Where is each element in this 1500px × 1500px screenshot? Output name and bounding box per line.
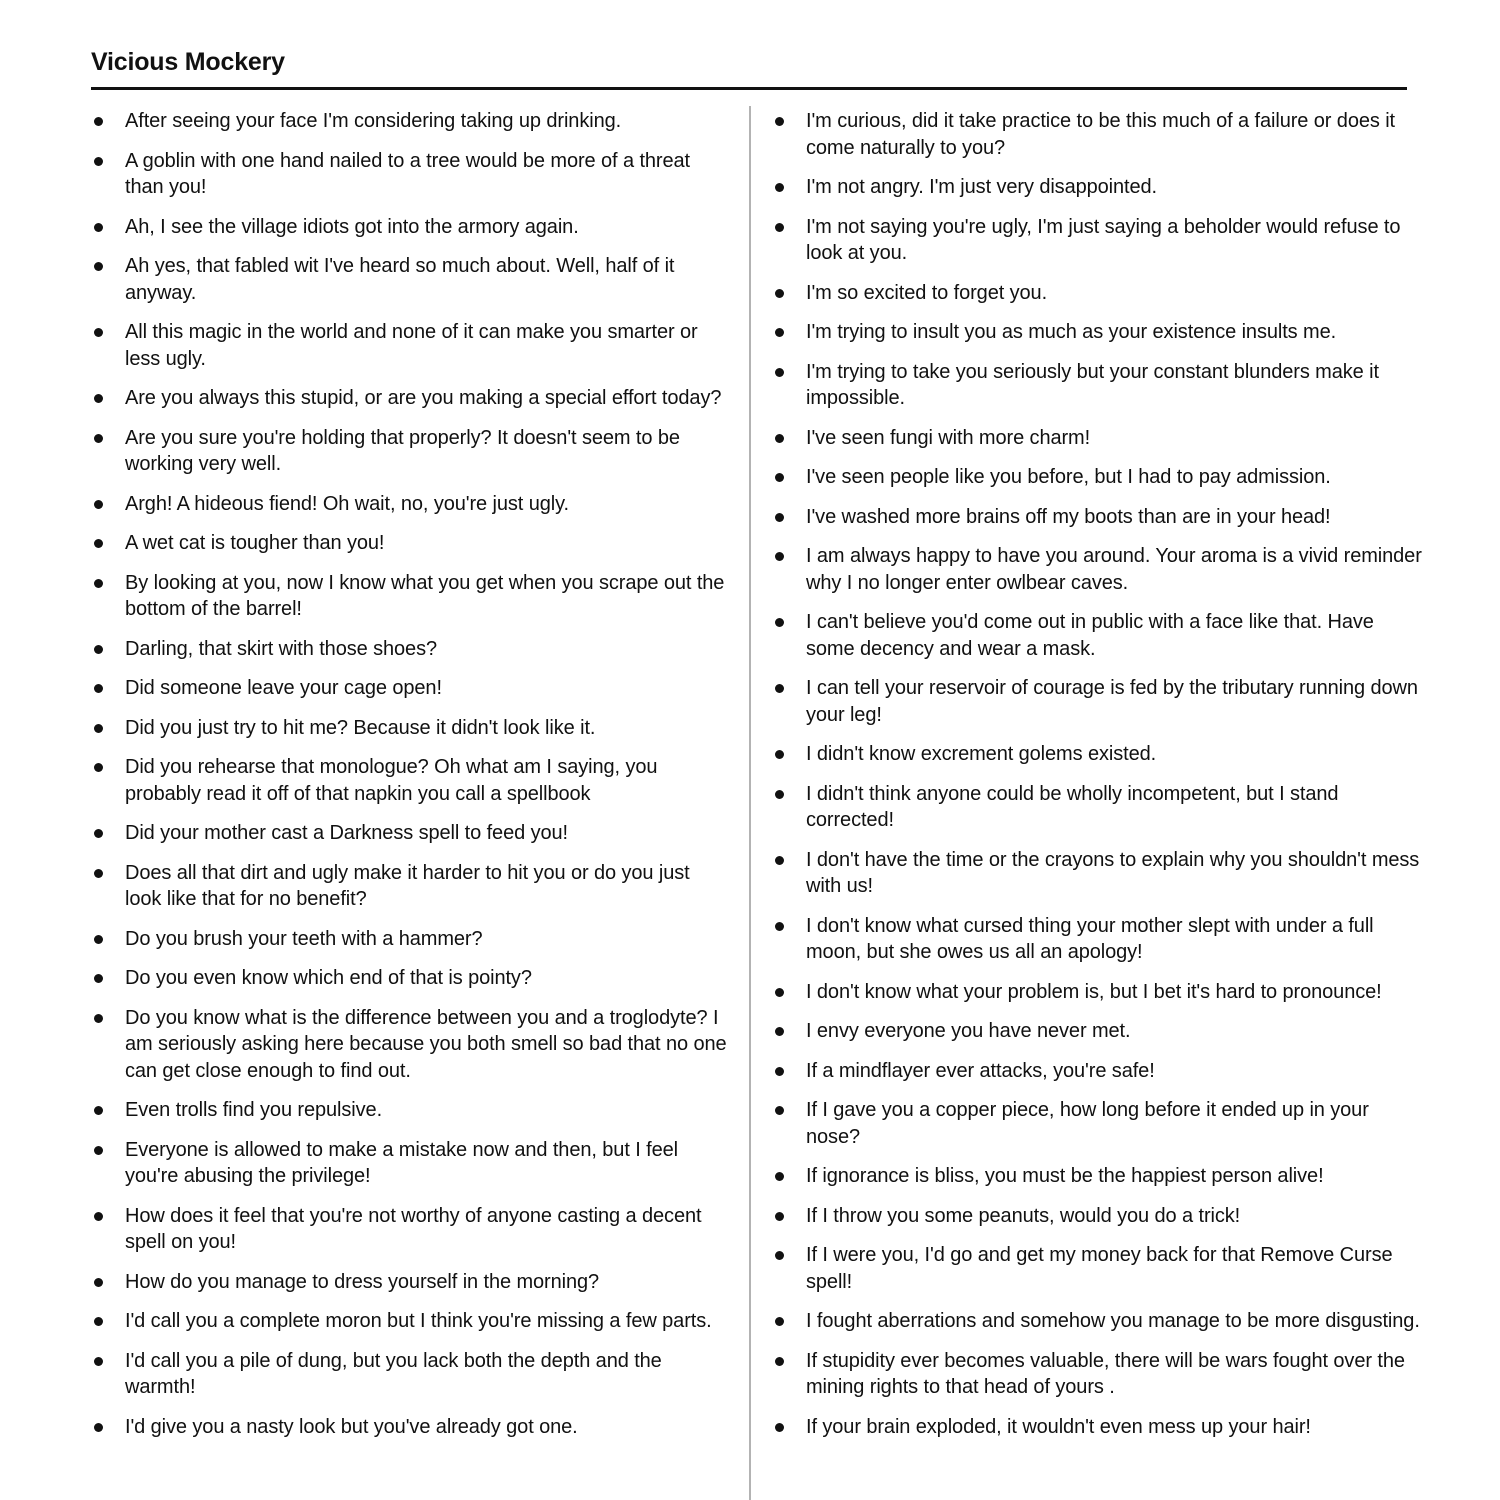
title-rule [91,87,1407,90]
list-item: If I throw you some peanuts, would you do a trick! [772,1203,1422,1230]
list-item: I don't know what cursed thing your mother slept with under a full moon, but she owes us all an apology! [772,913,1422,966]
list-item: If I gave you a copper piece, how long before it ended up in your nose? [772,1097,1422,1150]
list-item: Darling, that skirt with those shoes? [91,636,731,663]
list-item: I'd give you a nasty look but you've already got one. [91,1414,731,1441]
list-item: I'm trying to insult you as much as your existence insults me. [772,319,1422,346]
list-item: I fought aberrations and somehow you manage to be more disgusting. [772,1308,1422,1335]
list-item: Even trolls find you repulsive. [91,1097,731,1124]
list-item: Everyone is allowed to make a mistake now and then, but I feel you're abusing the privilege! [91,1137,731,1190]
list-item: I've seen people like you before, but I had to pay admission. [772,464,1422,491]
list-item: I don't know what your problem is, but I bet it's hard to pronounce! [772,979,1422,1006]
left-column-list [91,108,731,1453]
list-item: How do you manage to dress yourself in the morning? [91,1269,731,1296]
list-item: I can't believe you'd come out in public with a face like that. Have some decency and wear a mask. [772,609,1422,662]
list-item: I can tell your reservoir of courage is fed by the tributary running down your leg! [772,675,1422,728]
list-item: I envy everyone you have never met. [772,1018,1422,1045]
list-item: If stupidity ever becomes valuable, there will be wars fought over the mining rights to that head of yours . [772,1348,1422,1401]
list-item: If ignorance is bliss, you must be the happiest person alive! [772,1163,1422,1190]
list-item: I've seen fungi with more charm! [772,425,1422,452]
list-item: Did someone leave your cage open! [91,675,731,702]
list-item: I'd call you a complete moron but I think you're missing a few parts. [91,1308,731,1335]
list-item: I am always happy to have you around. Your aroma is a vivid reminder why I no longer enter owlbear caves. [772,543,1422,596]
list-item: If I were you, I'd go and get my money back for that Remove Curse spell! [772,1242,1422,1295]
list-item: If your brain exploded, it wouldn't even mess up your hair! [772,1414,1422,1441]
list-item: Are you sure you're holding that properly? It doesn't seem to be working very well. [91,425,731,478]
list-item: Do you know what is the difference between you and a troglodyte? I am seriously asking here because you both smell so bad that no one can get close enough to find out. [91,1005,731,1085]
list-item: After seeing your face I'm considering taking up drinking. [91,108,731,135]
list-item: I'm not angry. I'm just very disappointed. [772,174,1422,201]
list-item: I'm curious, did it take practice to be this much of a failure or does it come naturally to you? [772,108,1422,161]
list-item: How does it feel that you're not worthy of anyone casting a decent spell on you! [91,1203,731,1256]
list-item: Did you just try to hit me? Because it didn't look like it. [91,715,731,742]
list-item: A wet cat is tougher than you! [91,530,731,557]
list-item: I didn't think anyone could be wholly incompetent, but I stand corrected! [772,781,1422,834]
list-item: Ah yes, that fabled wit I've heard so much about. Well, half of it anyway. [91,253,731,306]
list-item: Do you even know which end of that is pointy? [91,965,731,992]
list-item: By looking at you, now I know what you get when you scrape out the bottom of the barrel! [91,570,731,623]
right-column-list [772,108,1422,1453]
list-item: I don't have the time or the crayons to explain why you shouldn't mess with us! [772,847,1422,900]
list-item: I've washed more brains off my boots than are in your head! [772,504,1422,531]
list-item: A goblin with one hand nailed to a tree would be more of a threat than you! [91,148,731,201]
page-title: Vicious Mockery [91,48,285,76]
list-item: Argh! A hideous fiend! Oh wait, no, you're just ugly. [91,491,731,518]
list-item: If a mindflayer ever attacks, you're safe! [772,1058,1422,1085]
list-item: I'm so excited to forget you. [772,280,1422,307]
list-item: I'd call you a pile of dung, but you lack both the depth and the warmth! [91,1348,731,1401]
list-item: Ah, I see the village idiots got into the armory again. [91,214,731,241]
list-item: Does all that dirt and ugly make it harder to hit you or do you just look like that for no benefit? [91,860,731,913]
list-item: Did you rehearse that monologue? Oh what am I saying, you probably read it off of that napkin you call a spellbook [91,754,731,807]
list-item: I'm trying to take you seriously but your constant blunders make it impossible. [772,359,1422,412]
column-divider [749,106,751,1500]
list-item: Are you always this stupid, or are you making a special effort today? [91,385,731,412]
list-item: I didn't know excrement golems existed. [772,741,1422,768]
list-item: I'm not saying you're ugly, I'm just saying a beholder would refuse to look at you. [772,214,1422,267]
list-item: Do you brush your teeth with a hammer? [91,926,731,953]
list-item: All this magic in the world and none of it can make you smarter or less ugly. [91,319,731,372]
list-item: Did your mother cast a Darkness spell to feed you! [91,820,731,847]
